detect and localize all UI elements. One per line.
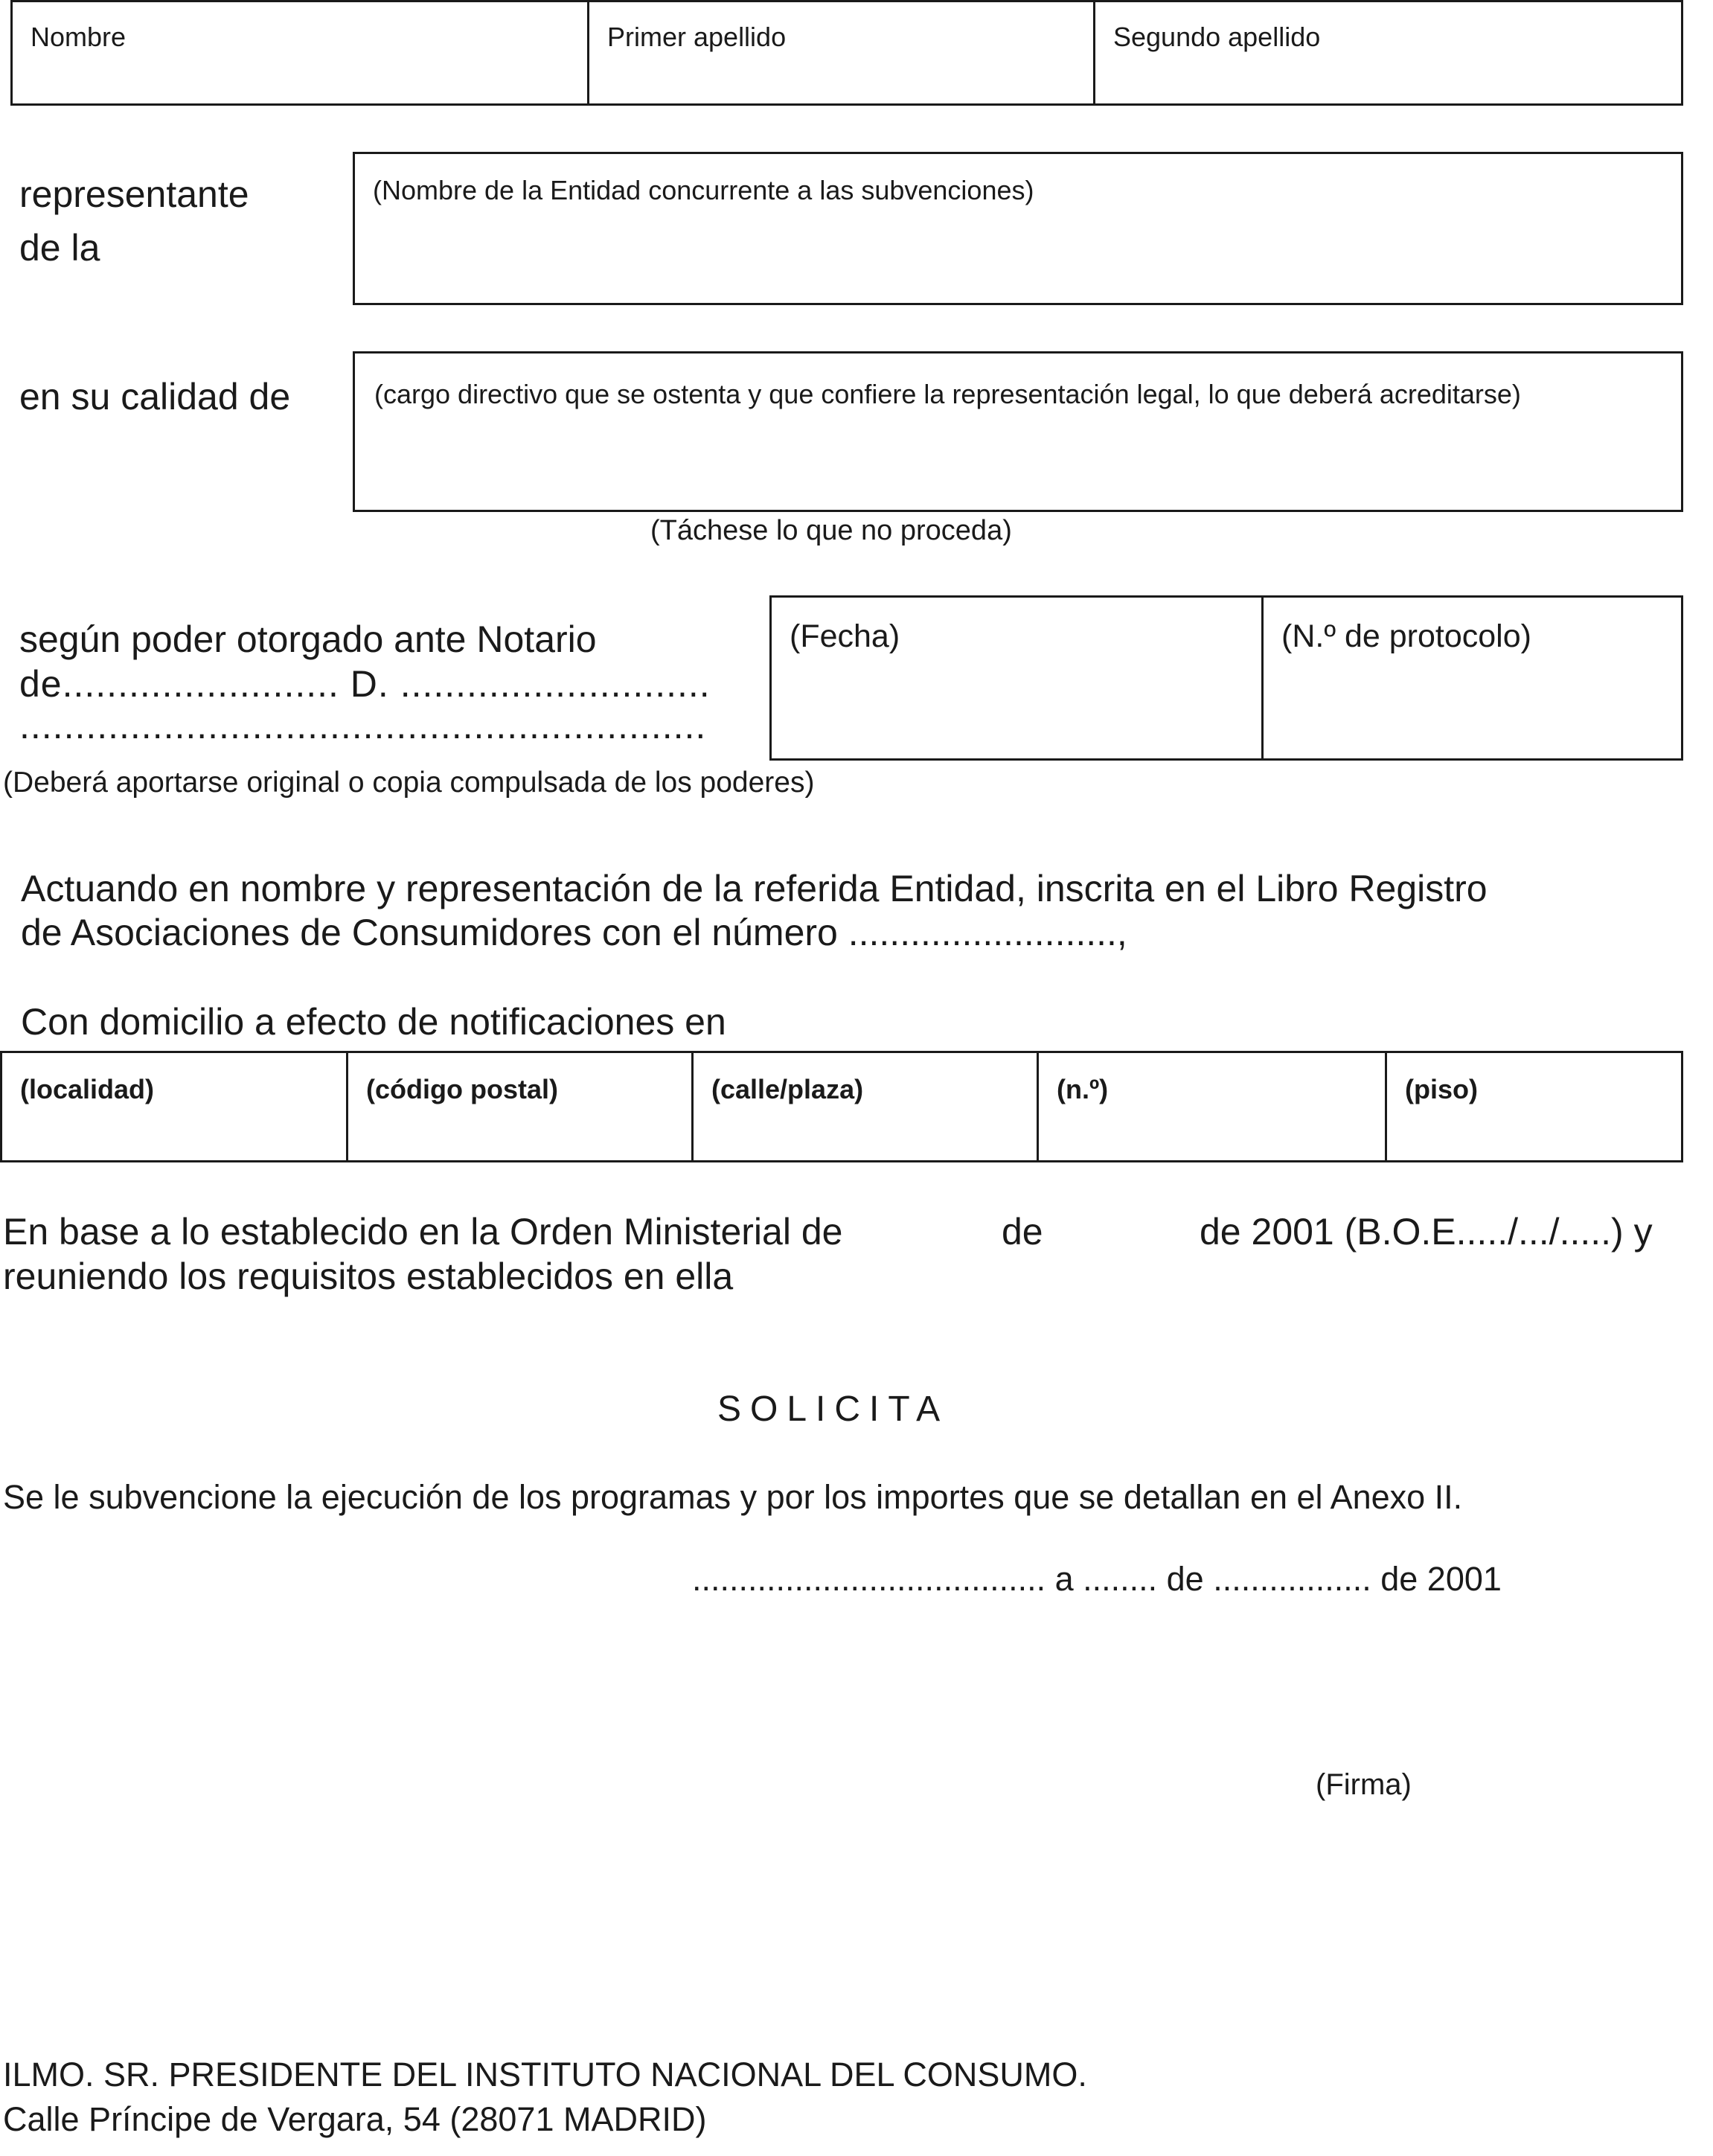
- segundo-apellido-field[interactable]: [1093, 2, 1681, 103]
- nombre-label: Nombre: [31, 22, 127, 52]
- fecha-lugar-line[interactable]: ...................................... a ........ de ................. de 2001: [692, 1560, 1502, 1598]
- poder-protocolo-label: (N.º de protocolo): [1281, 618, 1531, 654]
- codigo-postal-field[interactable]: [346, 1053, 691, 1160]
- primer-apellido-label: Primer apellido: [607, 22, 787, 52]
- segundo-apellido-label: Segundo apellido: [1113, 22, 1321, 52]
- actuando-line-2: de Asociaciones de Consumidores con el número ..........................,: [21, 912, 1127, 953]
- numero-label: (n.º): [1057, 1074, 1109, 1104]
- poder-line-3[interactable]: ..............................................................: [19, 705, 707, 746]
- piso-field[interactable]: [1385, 1053, 1681, 1160]
- name-table: [10, 0, 1683, 106]
- localidad-field[interactable]: [2, 1053, 346, 1160]
- entidad-hint: (Nombre de la Entidad concurrente a las subvenciones): [373, 175, 1034, 205]
- calle-plaza-label: (calle/plaza): [711, 1074, 864, 1104]
- codigo-postal-label: (código postal): [366, 1074, 558, 1104]
- poder-table: [769, 595, 1683, 761]
- representante-label-1: representante: [19, 173, 249, 215]
- cargo-hint: (cargo directivo que se ostenta y que confiere la representación legal, lo que deberá acreditarse): [374, 379, 1521, 409]
- poder-line-2[interactable]: de......................... D. ............................: [19, 663, 711, 705]
- domicilio-label: Con domicilio a efecto de notificaciones en: [21, 1001, 726, 1043]
- calle-plaza-field[interactable]: [691, 1053, 1037, 1160]
- solicita-text: Se le subvencione la ejecución de los programas y por los importes que se detallan en el Anexo II.: [3, 1478, 1463, 1516]
- representante-label-2: de la: [19, 227, 100, 269]
- poderes-note: (Deberá aportarse original o copia compulsada de los poderes): [3, 767, 815, 799]
- actuando-line-1: Actuando en nombre y representación de la referida Entidad, inscrita en el Libro Registro: [21, 868, 1488, 909]
- poder-fecha-field[interactable]: [772, 598, 1261, 758]
- destinatario-line-2: Calle Príncipe de Vergara, 54 (28071 MADRID): [3, 2100, 707, 2138]
- base-part-2: de: [1002, 1211, 1043, 1253]
- localidad-label: (localidad): [20, 1074, 155, 1104]
- primer-apellido-field[interactable]: [587, 2, 1093, 103]
- piso-label: (piso): [1405, 1074, 1478, 1104]
- base-part-1: En base a lo establecido en la Orden Ministerial de: [3, 1211, 843, 1253]
- poder-line-1: según poder otorgado ante Notario: [19, 618, 597, 660]
- base-line-2: reuniendo los requisitos establecidos en ella: [3, 1255, 734, 1297]
- solicita-heading: SOLICITA: [717, 1389, 950, 1429]
- base-part-3: de 2001 (B.O.E...../.../.....) y: [1200, 1211, 1653, 1253]
- calidad-label: en su calidad de: [19, 376, 291, 418]
- tachese-note: (Táchese lo que no proceda): [650, 515, 1012, 546]
- nombre-field[interactable]: [13, 2, 587, 103]
- entidad-field[interactable]: [353, 152, 1683, 305]
- poder-protocolo-field[interactable]: [1261, 598, 1681, 758]
- numero-field[interactable]: [1037, 1053, 1385, 1160]
- destinatario-line-1: ILMO. SR. PRESIDENTE DEL INSTITUTO NACIONAL DEL CONSUMO.: [3, 2056, 1087, 2093]
- poder-fecha-label: (Fecha): [790, 618, 900, 654]
- domicilio-table: [0, 1051, 1683, 1162]
- firma-label: (Firma): [1316, 1768, 1412, 1801]
- cargo-field[interactable]: [353, 351, 1683, 512]
